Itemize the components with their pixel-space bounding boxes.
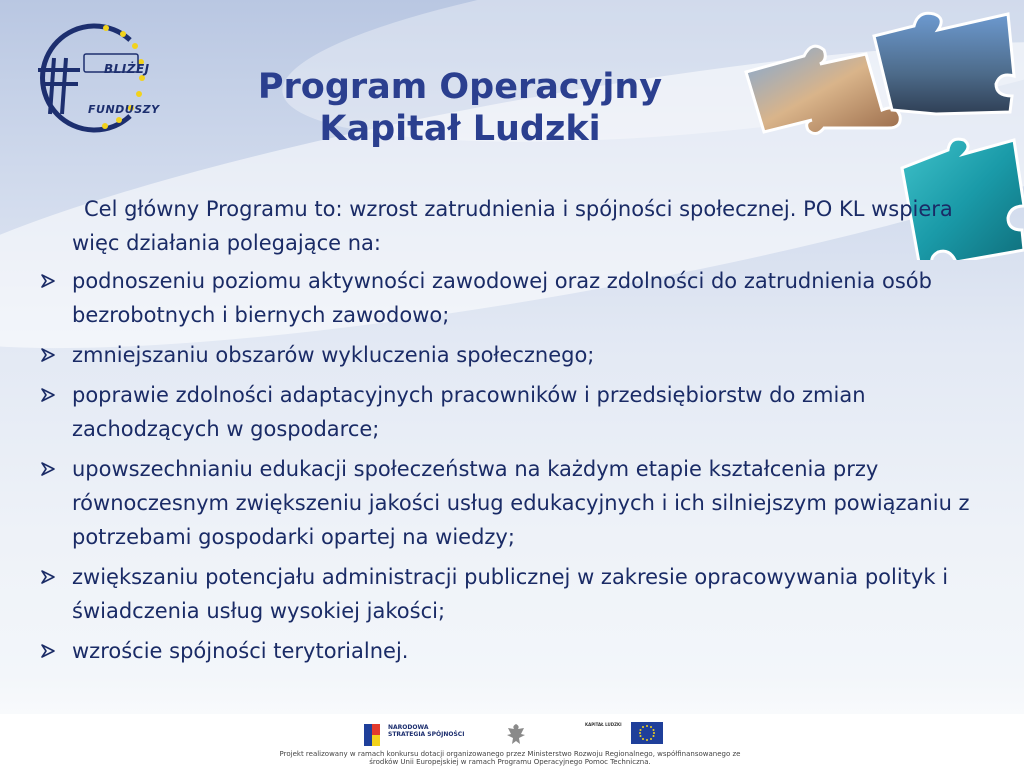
arrowhead-bullet-icon: [40, 569, 56, 585]
arrowhead-bullet-icon: [40, 273, 56, 289]
list-item: [40, 634, 1000, 668]
list-item: [40, 378, 1000, 446]
logo-text-line2: FUNDUSZY: [88, 103, 160, 116]
arrowhead-bullet-icon: [40, 387, 56, 403]
intro-paragraph: Cel główny Programu to: wzrost zatrudnienia i spójności społecznej. PO KL wspiera więc działania polegające na:: [72, 197, 953, 255]
arrowhead-bullet-icon: [40, 643, 56, 659]
arrowhead-bullet-icon: [40, 347, 56, 363]
logo-circle-icon: [20, 18, 160, 138]
slide-content: [40, 192, 1000, 674]
footer-text: Projekt realizowany w ramach konkursu dotacji organizowanego przez Ministerstwo Rozwoju Regionalnego, współfinansowanego ze środków Unii Europejskiej w ramach Programu Operacyjnego Pomoc Techniczna.: [279, 750, 741, 766]
list-item: [40, 338, 1000, 372]
polish-eagle-icon: [505, 722, 527, 748]
nss-logo: [362, 720, 472, 750]
nss-text: [388, 724, 464, 738]
kapital-ludzki-logo: [585, 722, 625, 744]
blizej-funduszy-logo: [20, 18, 160, 138]
list-item-text: upowszechnianiu edukacji społeczeństwa na każdym etapie kształcenia przy równoczesnym zwiększeniu jakości usług edukacyjnych i ich silniejszym powiązaniu z potrzebami gospodarki opartej na wiedzy;: [72, 457, 970, 549]
list-item-text: wzroście spójności terytorialnej.: [72, 639, 409, 663]
kl-text: KAPITAŁ LUDZKI: [585, 722, 622, 727]
logo-text-line1: BLIŻEJ: [104, 62, 150, 76]
bullet-list: [40, 264, 1000, 668]
list-item-text: poprawie zdolności adaptacyjnych pracowników i przedsiębiorstw do zmian zachodzących w gospodarce;: [72, 383, 866, 441]
nss-mark-icon: [362, 722, 384, 748]
list-item: [40, 560, 1000, 628]
list-item: [40, 264, 1000, 332]
title-line1: Program Operacyjny: [257, 67, 663, 107]
slide-title: [200, 66, 720, 150]
list-item: [40, 452, 1000, 554]
nss-line1: NARODOWA: [388, 724, 429, 731]
list-item-text: zmniejszaniu obszarów wykluczenia społecznego;: [72, 343, 595, 367]
title-line2: Kapitał Ludzki: [319, 109, 601, 149]
eu-flag-icon: [631, 722, 663, 744]
list-item-text: zwiększaniu potencjału administracji publicznej w zakresie opracowywania polityk i świadczenia usług wysokiej jakości;: [72, 565, 949, 623]
arrowhead-bullet-icon: [40, 461, 56, 477]
footer: [0, 714, 1024, 768]
nss-line2: STRATEGIA SPÓJNOŚCI: [388, 731, 465, 738]
list-item-text: podnoszeniu poziomu aktywności zawodowej oraz zdolności do zatrudnienia osób bezrobotnych i biernych zawodowo;: [72, 269, 932, 327]
